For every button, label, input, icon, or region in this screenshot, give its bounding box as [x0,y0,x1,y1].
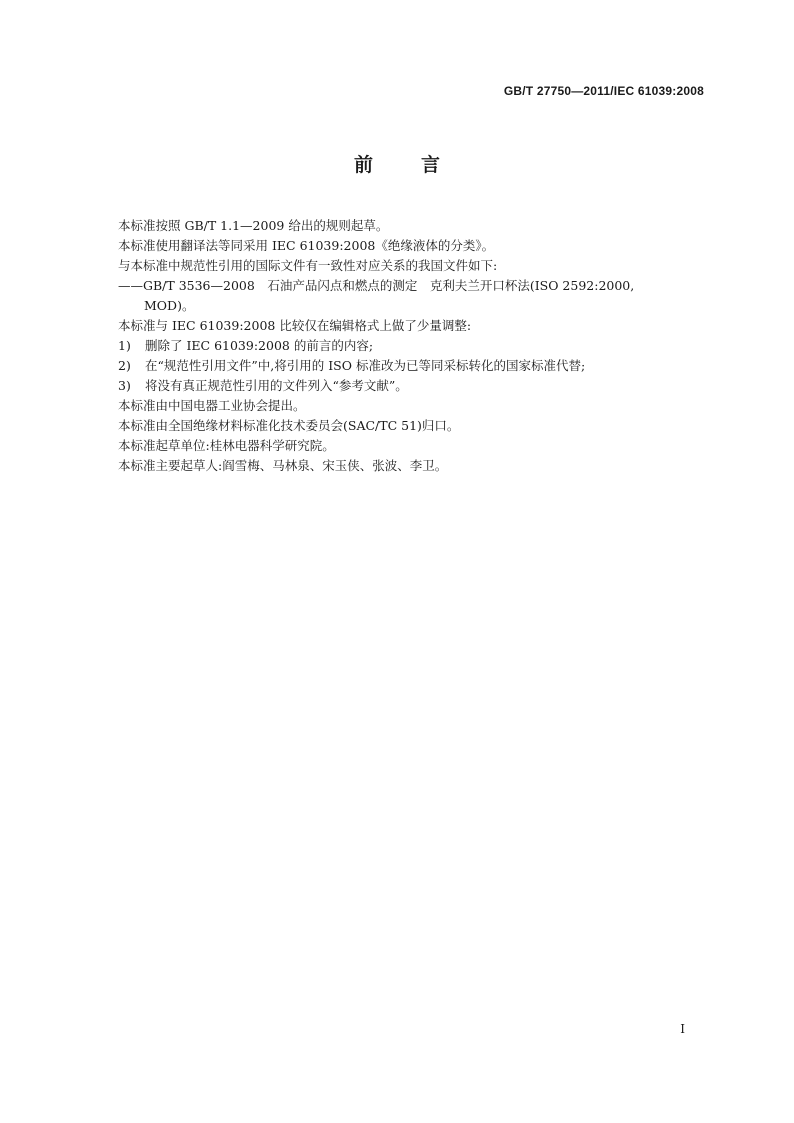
standard-code-header: GB/T 27750—2011/IEC 61039:2008 [503,84,704,98]
adoption-paragraph: 本标准使用翻译法等同采用 IEC 61039:2008《绝缘液体的分类》。 [118,238,495,253]
page-title: 前言 [353,154,488,176]
drafting-unit-paragraph: 本标准起草单位:桂林电器科学研究院。 [118,438,335,453]
drafting-rules-paragraph: 本标准按照 GB/T 1.1—2009 给出的规则起草。 [118,218,389,233]
list-item-text: 删除了 IEC 61039:2008 的前言的内容; [145,338,374,353]
list-item-number: 3) [118,378,131,393]
list-item-number: 2) [118,358,131,373]
comparison-paragraph: 本标准与 IEC 61039:2008 比较仅在编辑格式上做了少量调整: [118,318,472,333]
list-item [118,356,718,376]
list-item-number: 1) [118,338,131,353]
proposer-paragraph: 本标准由中国电器工业协会提出。 [118,398,306,413]
foreword-body [118,216,718,476]
reference-item-line: ——GB/T 3536—2008 石油产品闪点和燃点的测定 克利夫兰开口杯法(ISO 2592:2000, [118,278,635,293]
list-item [118,336,718,356]
reference-item-continuation: MOD)。 [144,298,195,313]
list-item-text: 将没有真正规范性引用的文件列入“参考文献”。 [145,378,408,393]
drafters-paragraph: 本标准主要起草人:阎雪梅、马林泉、宋玉侠、张波、李卫。 [118,458,448,473]
list-item-text: 在“规范性引用文件”中,将引用的 ISO 标准改为已等同采标转化的国家标准代替; [145,358,586,373]
list-item [118,376,718,396]
corresponding-documents-paragraph: 与本标准中规范性引用的国际文件有一致性对应关系的我国文件如下: [118,258,498,273]
page-number: I [680,1022,685,1036]
administrator-paragraph: 本标准由全国绝缘材料标准化技术委员会(SAC/TC 51)归口。 [118,418,460,433]
